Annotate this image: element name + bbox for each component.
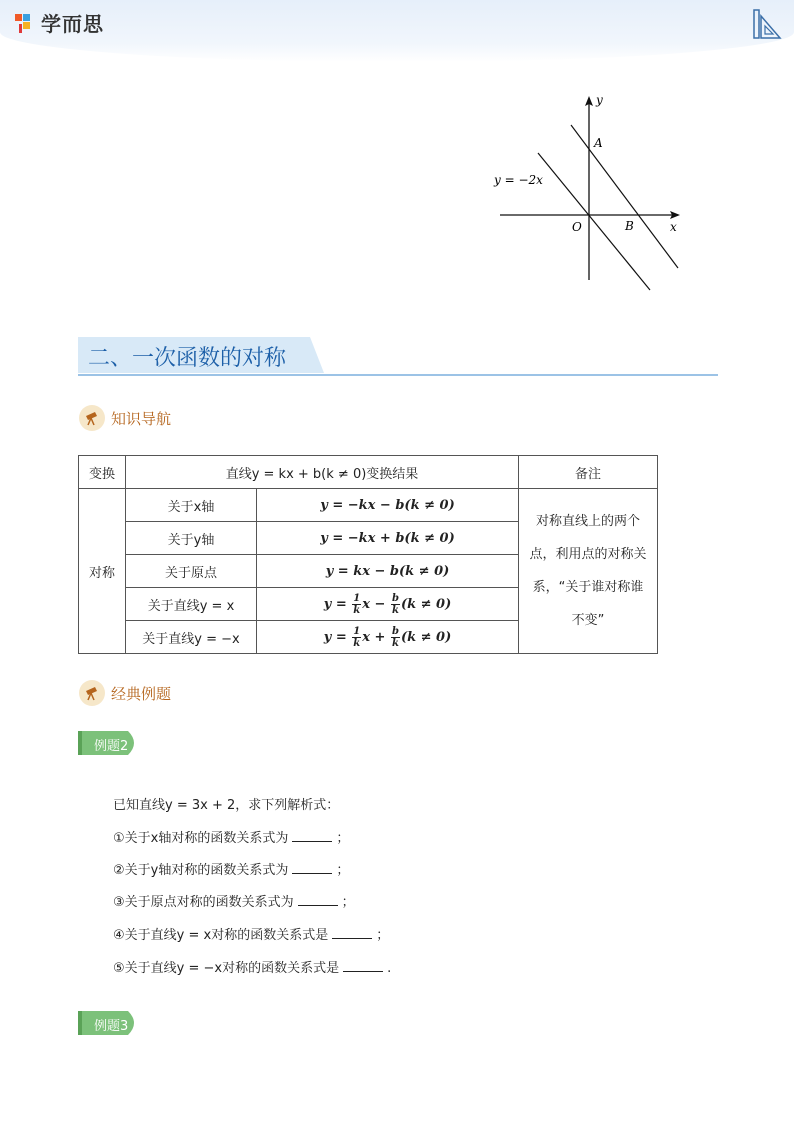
table-row-result: y = $\frac{1}{k}$ x + $\frac{b}{k}$ (k ≠ 0) [257,621,519,654]
x-axis-label: x [670,220,677,234]
remark-line: 对称直线上的两个 [535,514,640,529]
section-title: 二、一次函数的对称 [88,346,287,371]
table-row-result: y = $\frac{1}{k}$ x − $\frac{b}{k}$ (k ≠ 0) [257,588,519,621]
table-row-about: 关于y轴 [126,522,257,555]
line-ab [571,125,678,268]
problem-item: ④关于直线y = x对称的函数关系式是 ； [113,928,390,943]
table-row-about: 关于直线y = x [126,588,257,621]
problem-item: ⑤关于直线y = −x对称的函数关系式是 . [113,961,392,976]
point-b-label: B [625,219,634,233]
problem-item: ①关于x轴对称的函数关系式为 ； [113,831,350,846]
logo-mark-icon [15,12,37,34]
table-remark [519,489,658,654]
fraction: $\frac{1}{k}$ [353,592,361,616]
y-axis-label: y [596,93,603,107]
remark-line: 系，“关于谁对称谁 [532,580,644,595]
line-label: y = −2x [494,173,543,187]
table-row-result: y = −kx + b(k ≠ 0) [257,522,519,555]
table-row-result: y = −kx − b(k ≠ 0) [257,489,519,522]
origin-label: O [572,220,582,234]
table-header-transform: 变换 [79,456,126,489]
telescope-icon [79,680,105,706]
table-group-label: 对称 [79,489,126,654]
brand-name: 学而思 [41,12,104,36]
answer-blank[interactable] [343,959,383,972]
problem-item: ③关于原点对称的函数关系式为 ； [113,895,355,910]
table-header-remark: 备注 [519,456,658,489]
fraction: $\frac{b}{k}$ [391,625,399,649]
answer-blank[interactable] [298,893,338,906]
table-row-result: y = kx − b(k ≠ 0) [257,555,519,588]
knowledge-nav-heading [79,405,171,431]
answer-blank[interactable] [292,829,332,842]
table-row-about: 关于x轴 [126,489,257,522]
example2-label: 例题2 [94,739,129,754]
example3-label: 例题3 [94,1019,129,1034]
table-header-result: 直线y = kx + b(k ≠ 0)变换结果 [126,456,519,489]
problem-item: ②关于y轴对称的函数关系式为 ； [113,863,350,878]
fraction: $\frac{1}{k}$ [353,625,361,649]
telescope-icon [79,405,105,431]
remark-line: 点，利用点的对称关 [529,547,647,562]
answer-blank[interactable] [332,926,372,939]
brand-logo[interactable] [15,8,104,37]
ruler-triangle-icon [752,8,782,44]
example2-tag [78,731,140,755]
example3-tag [78,1011,140,1035]
symmetry-table [78,455,658,654]
answer-blank[interactable] [292,861,332,874]
header-band [0,0,794,62]
classic-examples-title: 经典例题 [111,684,172,703]
table-row-about: 关于原点 [126,555,257,588]
point-a-label: A [594,136,603,150]
table-row-about: 关于直线y = −x [126,621,257,654]
fraction: $\frac{b}{k}$ [391,592,399,616]
example2-intro: 已知直线y = 3x + 2，求下列解析式： [113,798,340,813]
classic-examples-heading [79,680,171,706]
knowledge-nav-title: 知识导航 [111,409,172,428]
remark-line: 不变” [571,613,605,628]
linear-function-graph [488,90,688,299]
